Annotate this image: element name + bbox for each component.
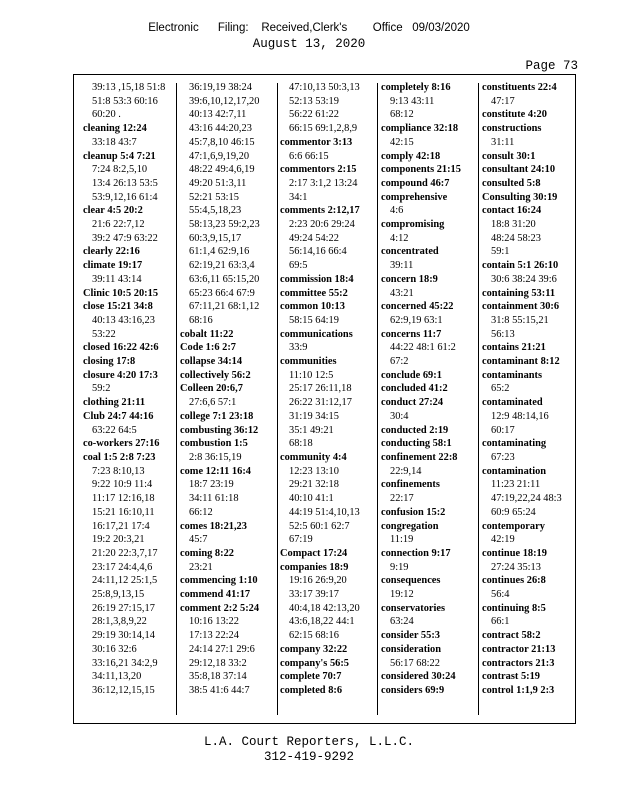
index-term: consulted 5:8 [482,177,541,189]
index-reference: 39:13 ,15,18 51:8 [92,82,166,93]
index-term: coal 1:5 2:8 7:23 [83,451,156,463]
index-reference: 42:15 [390,136,414,148]
transcript-date: August 13, 2020 [252,37,366,51]
index-term: combustion 1:5 [180,438,248,450]
index-term: college 7:1 23:18 [180,410,254,422]
index-term: concluded 41:2 [381,383,448,395]
index-reference: 65:23 66:4 67:9 [189,287,255,299]
index-reference: 62:9,19 63:1 [390,314,443,326]
index-term: conservatories [381,602,446,614]
index-reference: 31:8 55:15,21 [491,314,549,326]
index-reference: 60:9 65:24 [491,506,536,518]
index-reference: 11:10 12:5 [289,369,334,381]
index-term: commentors 2:15 [280,164,357,176]
index-reference: 23:21 [189,561,213,573]
index-term: clearly 22:16 [83,246,140,258]
index-term: confinement 22:8 [381,451,458,463]
index-term: comply 42:18 [381,150,441,162]
index-term: contains 21:21 [482,342,546,354]
index-reference: 11:23 21:11 [491,479,541,491]
index-reference: 27:6,6 57:1 [189,397,237,409]
index-term: co-workers 27:16 [83,438,160,450]
index-reference: 56:22 61:22 [289,109,339,121]
index-reference: 43:16 44:20,23 [189,123,252,135]
index-reference: 29:12,18 33:2 [189,657,247,669]
index-reference: 47:17 [491,95,515,107]
index-reference: 67:2 [390,356,409,368]
index-term: contaminating [482,438,547,450]
index-reference: 55:4,5,18,23 [189,205,242,217]
index-term: concerned 45:22 [381,301,454,313]
index-column-5 [482,81,575,719]
index-reference: 36:12,12,15,15 [92,684,155,696]
index-term: continues 26:8 [482,575,546,587]
index-reference: 38:5 41:6 44:7 [189,684,250,696]
index-term: Code 1:6 2:7 [180,342,236,354]
index-reference: 33:16,21 34:2,9 [92,657,158,669]
index-term: contaminated [482,397,543,409]
index-reference: 25:8,9,13,15 [92,589,145,601]
index-reference: 52:5 60:1 62:7 [289,520,350,532]
index-term: community 4:4 [280,451,347,463]
index-reference: 23:17 24:4,4,6 [92,561,153,573]
index-reference: 21:20 22:3,7,17 [92,547,158,559]
column-divider [277,83,278,715]
index-term: contractors 21:3 [482,657,555,669]
index-reference: 10:16 13:22 [189,616,239,628]
index-reference: 31:11 [491,136,515,148]
index-reference: 35:1 49:21 [289,424,334,436]
index-reference: 43:21 [390,287,414,299]
index-column-2 [180,81,274,719]
index-term: connection 9:17 [381,547,451,559]
index-term: completely 8:16 [381,82,451,93]
index-term: contamination [482,465,547,477]
page-number: Page 73 [525,59,578,73]
reporter-name: L.A. Court Reporters, L.L.C. [203,735,415,749]
index-term: coming 8:22 [180,547,234,559]
index-term: constituents 22:4 [482,82,557,93]
index-reference: 18:7 23:19 [189,479,234,491]
index-term: Consulting 30:19 [482,191,558,203]
index-term: conducted 2:19 [381,424,449,436]
index-term: contaminant 8:12 [482,356,560,368]
index-term: companies 18:9 [280,561,349,573]
index-term: control 1:1,9 2:3 [482,684,555,696]
index-reference: 34:11,13,20 [92,671,142,683]
index-reference: 40:13 42:7,11 [189,109,247,121]
index-term: commend 41:17 [180,589,251,601]
index-reference: 9:13 43:11 [390,95,435,107]
index-term: constructions [482,123,542,135]
index-reference: 31:19 34:15 [289,410,339,422]
column-divider [377,83,378,715]
index-term: comprehensive [381,191,448,203]
index-reference: 68:12 [390,109,414,121]
index-term: concerns 11:7 [381,328,442,340]
index-reference: 29:21 32:18 [289,479,339,491]
index-reference: 7:24 8:2,5,10 [92,164,148,176]
index-term: comes 18:21,23 [180,520,247,532]
index-reference: 53:9,12,16 61:4 [92,191,158,203]
index-term: communities [280,356,337,368]
index-term: comments 2:12,17 [280,205,360,217]
index-reference: 48:22 49:4,6,19 [189,164,255,176]
index-reference: 63:24 [390,616,414,628]
index-reference: 24:11,12 25:1,5 [92,575,158,587]
index-reference: 36:19,19 38:24 [189,82,252,93]
index-reference: 40:10 41:1 [289,493,334,505]
index-term: commission 18:4 [280,273,354,285]
index-frame [73,74,576,724]
index-column-4 [381,81,475,719]
index-term: consider 55:3 [381,630,440,642]
index-term: climate 19:17 [83,260,143,272]
index-reference: 66:15 69:1,2,8,9 [289,123,358,135]
index-reference: 56:13 [491,328,515,340]
index-term: collectively 56:2 [180,369,251,381]
index-term: consultant 24:10 [482,164,556,176]
index-term: commentor 3:13 [280,136,353,148]
reporter-phone: 312-419-9292 [263,750,354,764]
index-term: contaminants [482,369,543,381]
index-reference: 68:18 [289,438,313,450]
index-reference: 45:7 [189,534,208,546]
index-term: contract 58:2 [482,630,541,642]
index-reference: 28:1,3,8,9,22 [92,616,147,628]
index-term: compound 46:7 [381,177,450,189]
column-divider [478,83,479,715]
index-reference: 19:2 20:3,21 [92,534,145,546]
index-reference: 34:11 61:18 [189,493,239,505]
index-reference: 47:10,13 50:3,13 [289,82,360,93]
index-reference: 67:11,21 68:1,12 [189,301,260,313]
index-reference: 44:19 51:4,10,13 [289,506,360,518]
index-term: considers 69:9 [381,684,445,696]
index-term: contain 5:1 26:10 [482,260,559,272]
index-reference: 60:20 . [92,109,121,121]
index-reference: 66:12 [189,506,213,518]
index-reference: 68:16 [189,314,213,326]
index-reference: 65:2 [491,383,510,395]
index-term: containing 53:11 [482,287,556,299]
index-reference: 18:8 31:20 [491,219,536,231]
index-term: considered 30:24 [381,671,456,683]
index-reference: 21:6 22:7,12 [92,219,145,231]
index-reference: 26:22 31:12,17 [289,397,352,409]
index-reference: 40:4,18 42:13,20 [289,602,360,614]
index-term: contemporary [482,520,545,532]
index-term: close 15:21 34:8 [83,301,153,313]
index-reference: 43:6,18,22 44:1 [289,616,355,628]
index-term: continuing 8:5 [482,602,546,614]
index-reference: 48:24 58:23 [491,232,541,244]
index-reference: 12:23 13:10 [289,465,339,477]
column-divider [176,83,177,715]
index-reference: 56:17 68:22 [390,657,440,669]
index-reference: 58:15 64:19 [289,314,339,326]
index-term: conduct 27:24 [381,397,444,409]
index-term: conducting 58:1 [381,438,452,450]
index-term: concentrated [381,246,439,258]
index-reference: 9:19 [390,561,409,573]
index-term: come 12:11 16:4 [180,465,251,477]
index-reference: 69:5 [289,260,308,272]
index-term: clear 4:5 20:2 [83,205,143,217]
index-term: communications [280,328,353,340]
index-term: confusion 15:2 [381,506,446,518]
index-term: components 21:15 [381,164,461,176]
index-reference: 22:17 [390,493,414,505]
index-term: closure 4:20 17:3 [83,369,158,381]
index-reference: 19:12 [390,589,414,601]
index-term: combusting 36:12 [180,424,259,436]
index-reference: 2:17 3:1,2 13:24 [289,177,358,189]
index-column-1 [83,81,173,719]
index-term: cleanup 5:4 7:21 [83,150,156,162]
index-reference: 12:9 48:14,16 [491,410,549,422]
index-reference: 49:24 54:22 [289,232,339,244]
index-reference: 49:20 51:3,11 [189,177,247,189]
index-term: company 32:22 [280,643,348,655]
index-reference: 4:12 [390,232,409,244]
index-term: commencing 1:10 [180,575,258,587]
index-column-3 [280,81,375,719]
index-reference: 60:3,9,15,17 [189,232,242,244]
index-term: congregation [381,520,439,532]
filing-stamp: Electronic Filing: Received,Clerk's Office 09/03/2020 [148,22,470,34]
index-reference: 44:22 48:1 61:2 [390,342,456,354]
index-term: Colleen 20:6,7 [180,383,243,395]
index-reference: 53:22 [92,328,116,340]
index-term: constitute 4:20 [482,109,547,121]
index-term: committee 55:2 [280,287,348,299]
index-term: contact 16:24 [482,205,542,217]
index-term: Clinic 10:5 20:15 [83,287,159,299]
index-term: consequences [381,575,441,587]
index-term: compromising [381,219,445,231]
index-reference: 67:19 [289,534,313,546]
index-reference: 6:6 66:15 [289,150,329,162]
index-reference: 52:13 53:19 [289,95,339,107]
index-reference: 39:6,10,12,17,20 [189,95,260,107]
index-term: closed 16:22 42:6 [83,342,159,354]
index-reference: 30:4 [390,410,409,422]
index-term: collapse 34:14 [180,356,243,368]
index-term: continue 18:19 [482,547,547,559]
index-term: consideration [381,643,442,655]
index-reference: 9:22 10:9 11:4 [92,479,153,491]
index-reference: 30:16 32:6 [92,643,137,655]
index-reference: 35:8,18 37:14 [189,671,247,683]
index-reference: 11:17 12:16,18 [92,493,155,505]
index-reference: 19:16 26:9,20 [289,575,347,587]
index-term: common 10:13 [280,301,345,313]
index-reference: 15:21 16:10,11 [92,506,155,518]
index-reference: 51:8 53:3 60:16 [92,95,158,107]
index-reference: 24:14 27:1 29:6 [189,643,255,655]
index-reference: 42:19 [491,534,515,546]
index-reference: 61:1,4 62:9,16 [189,246,250,258]
index-reference: 63:22 64:5 [92,424,137,436]
index-reference: 30:6 38:24 39:6 [491,273,557,285]
index-term: Club 24:7 44:16 [83,410,154,422]
index-reference: 22:9,14 [390,465,422,477]
index-reference: 34:1 [289,191,308,203]
index-term: conclude 69:1 [381,369,442,381]
index-reference: 39:11 [390,260,414,272]
index-term: clothing 21:11 [83,397,146,409]
index-term: contractor 21:13 [482,643,556,655]
index-term: complete 70:7 [280,671,342,683]
index-term: concern 18:9 [381,273,438,285]
index-reference: 56:4 [491,589,510,601]
index-reference: 59:2 [92,383,111,395]
index-reference: 40:13 43:16,23 [92,314,155,326]
index-term: consult 30:1 [482,150,536,162]
index-reference: 16:17,21 17:4 [92,520,150,532]
index-reference: 2:23 20:6 29:24 [289,219,355,231]
index-term: Compact 17:24 [280,547,348,559]
index-reference: 2:8 36:15,19 [189,451,242,463]
index-reference: 56:14,16 66:4 [289,246,347,258]
index-reference: 26:19 27:15,17 [92,602,155,614]
index-reference: 39:2 47:9 63:22 [92,232,158,244]
index-reference: 39:11 43:14 [92,273,142,285]
index-term: company's 56:5 [280,657,349,669]
index-term: comment 2:2 5:24 [180,602,260,614]
index-reference: 13:4 26:13 53:5 [92,177,158,189]
index-reference: 52:21 53:15 [189,191,239,203]
index-reference: 29:19 30:14,14 [92,630,155,642]
index-term: completed 8:6 [280,684,343,696]
index-term: contrast 5:19 [482,671,541,683]
index-term: cleaning 12:24 [83,123,147,135]
index-term: containment 30:6 [482,301,560,313]
index-reference: 62:19,21 63:3,4 [189,260,255,272]
index-reference: 63:6,11 65:15,20 [189,273,260,285]
index-reference: 47:1,6,9,19,20 [189,150,250,162]
index-term: cobalt 11:22 [180,328,234,340]
index-reference: 47:19,22,24 48:3 [491,493,562,505]
index-term: compliance 32:18 [381,123,459,135]
index-reference: 59:1 [491,246,510,258]
index-reference: 58:13,23 59:2,23 [189,219,260,231]
index-reference: 33:17 39:17 [289,589,339,601]
index-reference: 25:17 26:11,18 [289,383,352,395]
index-term: closing 17:8 [83,356,136,368]
index-reference: 33:18 43:7 [92,136,137,148]
index-reference: 62:15 68:16 [289,630,339,642]
index-reference: 45:7,8,10 46:15 [189,136,255,148]
index-reference: 27:24 35:13 [491,561,541,573]
index-reference: 11:19 [390,534,414,546]
index-term: confinements [381,479,440,491]
index-reference: 60:17 [491,424,515,436]
index-reference: 4:6 [390,205,404,217]
index-reference: 33:9 [289,342,308,354]
index-reference: 67:23 [491,451,515,463]
index-reference: 7:23 8:10,13 [92,465,145,477]
index-reference: 66:1 [491,616,510,628]
index-reference: 17:13 22:24 [189,630,239,642]
